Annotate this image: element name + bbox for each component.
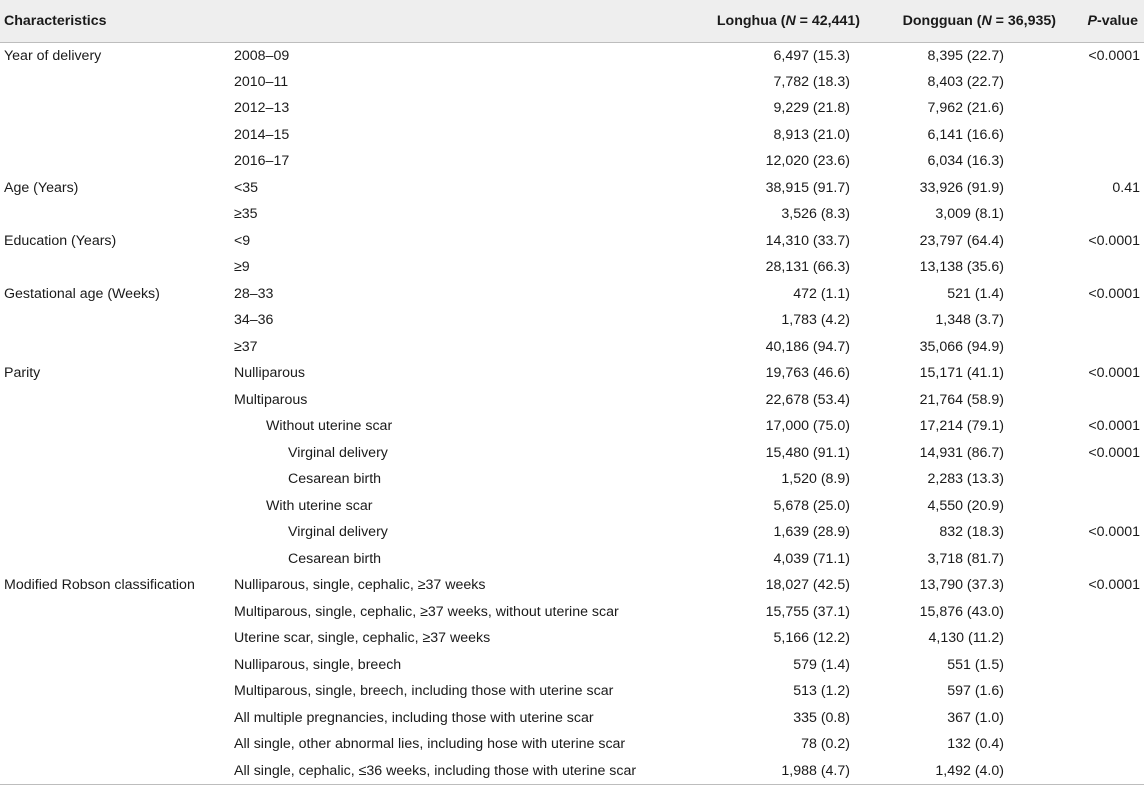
header-row — [0, 0, 1144, 42]
header-pvalue-p: P — [1087, 12, 1097, 29]
row-longhua-value: 14,310 (33.7) — [765, 232, 850, 249]
row-dongguan-value: 17,214 (79.1) — [919, 418, 1004, 435]
row-dongguan-value: 1,492 (4.0) — [864, 758, 1060, 785]
row-dongguan-value: 3,718 (81.7) — [927, 550, 1004, 567]
row-subgroup: Cesarean birth — [288, 471, 382, 488]
row-category — [0, 69, 230, 96]
row-longhua-value: 472 (1.1) — [793, 285, 850, 302]
row-pvalue — [1060, 493, 1144, 520]
row-dongguan-value: 832 (18.3) — [939, 524, 1004, 541]
row-category — [0, 625, 230, 652]
table-row — [0, 705, 1144, 732]
row-category — [0, 652, 230, 679]
row-dongguan-value: 132 (0.4) — [947, 736, 1004, 753]
row-longhua-value: 28,131 (66.3) — [765, 259, 850, 276]
row-pvalue: <0.0001 — [1088, 47, 1140, 64]
header-subgroup — [230, 0, 690, 42]
row-longhua-value: 335 (0.8) — [793, 709, 850, 726]
row-category: Modified Robson classification — [4, 577, 195, 594]
row-category — [0, 705, 230, 732]
row-pvalue — [1060, 334, 1144, 361]
row-longhua-value: 78 (0.2) — [801, 736, 850, 753]
row-pvalue — [1060, 122, 1144, 149]
table-row — [0, 572, 1144, 599]
row-subgroup: Uterine scar, single, cephalic, ≥37 weeks — [234, 630, 491, 647]
table-row — [0, 678, 1144, 705]
row-longhua-value: 513 (1.2) — [793, 683, 850, 700]
row-dongguan-value: 367 (1.0) — [947, 709, 1004, 726]
row-pvalue — [1060, 387, 1144, 414]
table-row — [0, 758, 1144, 785]
row-dongguan-value: 597 (1.6) — [947, 683, 1004, 700]
row-subgroup: 2010–11 — [234, 73, 289, 90]
table-row — [0, 228, 1144, 255]
row-pvalue — [1060, 307, 1144, 334]
row-dongguan-value: 4,550 (20.9) — [927, 497, 1004, 514]
row-subgroup: 2012–13 — [234, 100, 290, 117]
row-dongguan-value: 521 (1.4) — [947, 285, 1004, 302]
row-longhua-value: 1,520 (8.9) — [781, 471, 850, 488]
row-subgroup: 2008–09 — [234, 47, 290, 64]
header-dongguan — [864, 0, 1060, 42]
table-row — [0, 466, 1144, 493]
row-subgroup: 34–36 — [234, 312, 274, 329]
row-category — [0, 95, 230, 122]
row-longhua-value: 4,039 (71.1) — [773, 550, 850, 567]
row-subgroup: 2016–17 — [234, 153, 290, 170]
header-longhua-n: N — [785, 12, 796, 29]
row-category — [0, 731, 230, 758]
row-longhua-value: 1,639 (28.9) — [773, 524, 850, 541]
table-row — [0, 360, 1144, 387]
table-row — [0, 546, 1144, 573]
row-subgroup: All single, cephalic, ≤36 weeks, including those with uterine scar — [230, 758, 690, 785]
table-row — [0, 493, 1144, 520]
row-dongguan-value: 4,130 (11.2) — [928, 630, 1004, 647]
table-row — [0, 519, 1144, 546]
table-row — [0, 201, 1144, 228]
table-row — [0, 69, 1144, 96]
row-longhua-value: 22,678 (53.4) — [765, 391, 850, 408]
table-row — [0, 254, 1144, 281]
row-subgroup: Multiparous, single, breech, including those with uterine scar — [234, 683, 614, 700]
row-pvalue: <0.0001 — [1088, 444, 1140, 461]
row-category: Gestational age (Weeks) — [4, 285, 160, 302]
row-dongguan-value: 3,009 (8.1) — [935, 206, 1004, 223]
row-subgroup: All single, other abnormal lies, including hose with uterine scar — [234, 736, 626, 753]
row-category: Parity — [4, 365, 41, 382]
row-pvalue: <0.0001 — [1088, 577, 1140, 594]
row-pvalue — [1060, 466, 1144, 493]
table-row — [0, 440, 1144, 467]
row-longhua-value: 19,763 (46.6) — [765, 365, 850, 382]
row-subgroup: 28–33 — [234, 285, 274, 302]
row-pvalue — [1060, 254, 1144, 281]
row-dongguan-value: 15,876 (43.0) — [919, 603, 1004, 620]
table-body — [0, 42, 1144, 784]
row-subgroup: Nulliparous, single, cephalic, ≥37 weeks — [234, 577, 486, 594]
row-category — [0, 466, 230, 493]
row-subgroup: <9 — [234, 232, 251, 249]
table-row — [0, 122, 1144, 149]
row-pvalue — [1060, 625, 1144, 652]
row-category — [0, 254, 230, 281]
row-pvalue: <0.0001 — [1088, 524, 1140, 541]
table-row — [0, 148, 1144, 175]
table-row — [0, 387, 1144, 414]
row-pvalue: 0.41 — [1112, 179, 1140, 196]
row-category — [0, 201, 230, 228]
header-dongguan-n: N — [981, 12, 992, 29]
row-subgroup: Multiparous, single, cephalic, ≥37 weeks, without uterine scar — [234, 603, 619, 620]
row-pvalue — [1060, 678, 1144, 705]
header-characteristics: Characteristics — [0, 0, 230, 42]
table-row — [0, 652, 1144, 679]
row-longhua-value: 1,988 (4.7) — [690, 758, 864, 785]
header-dongguan-suffix: = 36,935) — [991, 12, 1056, 29]
row-subgroup: <35 — [234, 179, 259, 196]
row-pvalue — [1060, 546, 1144, 573]
row-category: Age (Years) — [4, 179, 79, 196]
row-subgroup: Cesarean birth — [288, 550, 382, 567]
row-pvalue: <0.0001 — [1088, 285, 1140, 302]
table-row — [0, 42, 1144, 69]
row-longhua-value: 18,027 (42.5) — [765, 577, 850, 594]
row-subgroup: ≥9 — [234, 259, 250, 276]
row-pvalue — [1060, 69, 1144, 96]
row-dongguan-value: 13,790 (37.3) — [919, 577, 1004, 594]
row-longhua-value: 40,186 (94.7) — [765, 338, 850, 355]
row-longhua-value: 17,000 (75.0) — [765, 418, 850, 435]
row-subgroup: With uterine scar — [266, 497, 373, 514]
row-category — [0, 148, 230, 175]
row-dongguan-value: 2,283 (13.3) — [927, 471, 1004, 488]
row-subgroup: All multiple pregnancies, including those with uterine scar — [234, 709, 594, 726]
row-category — [0, 678, 230, 705]
row-pvalue: <0.0001 — [1088, 232, 1140, 249]
row-pvalue: <0.0001 — [1088, 365, 1140, 382]
row-category — [0, 387, 230, 414]
row-subgroup: 2014–15 — [234, 126, 290, 143]
table-row — [0, 175, 1144, 202]
row-longhua-value: 9,229 (21.8) — [773, 100, 850, 117]
table-row — [0, 334, 1144, 361]
row-longhua-value: 1,783 (4.2) — [781, 312, 850, 329]
row-category — [0, 307, 230, 334]
header-longhua-prefix: Longhua ( — [716, 12, 786, 29]
row-dongguan-value: 35,066 (94.9) — [919, 338, 1004, 355]
row-pvalue — [1060, 731, 1144, 758]
row-category — [0, 413, 230, 440]
row-category — [0, 334, 230, 361]
header-pvalue — [1060, 0, 1144, 42]
row-dongguan-value: 6,141 (16.6) — [927, 126, 1004, 143]
row-dongguan-value: 33,926 (91.9) — [919, 179, 1004, 196]
row-longhua-value: 12,020 (23.6) — [765, 153, 850, 170]
row-pvalue: <0.0001 — [1088, 418, 1140, 435]
row-dongguan-value: 14,931 (86.7) — [919, 444, 1004, 461]
header-pvalue-rest: -value — [1096, 12, 1138, 29]
row-longhua-value: 15,755 (37.1) — [765, 603, 850, 620]
row-subgroup: Nulliparous — [234, 365, 305, 382]
row-pvalue — [1060, 201, 1144, 228]
row-longhua-value: 8,913 (21.0) — [773, 126, 850, 143]
row-subgroup: ≥35 — [234, 206, 258, 223]
row-dongguan-value: 21,764 (58.9) — [919, 391, 1004, 408]
table-header — [0, 0, 1144, 42]
row-longhua-value: 3,526 (8.3) — [781, 206, 850, 223]
row-longhua-value: 6,497 (15.3) — [773, 47, 850, 64]
row-category — [0, 758, 230, 785]
row-pvalue — [1060, 599, 1144, 626]
row-category — [0, 599, 230, 626]
row-dongguan-value: 8,403 (22.7) — [927, 73, 1004, 90]
row-category — [0, 122, 230, 149]
row-dongguan-value: 7,962 (21.6) — [927, 100, 1004, 117]
header-longhua-suffix: = 42,441) — [795, 12, 860, 29]
row-pvalue — [1060, 652, 1144, 679]
header-dongguan-prefix: Dongguan ( — [902, 12, 982, 29]
row-subgroup: Virginal delivery — [288, 444, 388, 461]
row-longhua-value: 15,480 (91.1) — [765, 444, 850, 461]
row-subgroup: Nulliparous, single, breech — [234, 656, 402, 673]
header-longhua — [690, 0, 864, 42]
row-subgroup: Without uterine scar — [266, 418, 393, 435]
row-category — [0, 493, 230, 520]
row-dongguan-value: 551 (1.5) — [947, 656, 1004, 673]
table-row — [0, 281, 1144, 308]
row-subgroup: Multiparous — [234, 391, 308, 408]
table-row — [0, 95, 1144, 122]
row-dongguan-value: 13,138 (35.6) — [919, 259, 1004, 276]
row-dongguan-value: 1,348 (3.7) — [935, 312, 1004, 329]
row-longhua-value: 38,915 (91.7) — [765, 179, 850, 196]
row-dongguan-value: 15,171 (41.1) — [919, 365, 1004, 382]
row-category — [0, 519, 230, 546]
table-row — [0, 413, 1144, 440]
row-subgroup: Virginal delivery — [288, 524, 388, 541]
row-dongguan-value: 6,034 (16.3) — [927, 153, 1004, 170]
row-subgroup: ≥37 — [234, 338, 258, 355]
row-longhua-value: 579 (1.4) — [793, 656, 850, 673]
row-longhua-value: 5,678 (25.0) — [773, 497, 850, 514]
row-category: Year of delivery — [4, 47, 102, 64]
row-dongguan-value: 8,395 (22.7) — [927, 47, 1004, 64]
table-row — [0, 625, 1144, 652]
row-longhua-value: 5,166 (12.2) — [773, 630, 850, 647]
row-pvalue — [1060, 705, 1144, 732]
table-row — [0, 307, 1144, 334]
row-category — [0, 440, 230, 467]
row-pvalue — [1060, 758, 1144, 785]
row-category: Education (Years) — [4, 232, 117, 249]
table-row — [0, 731, 1144, 758]
row-pvalue — [1060, 148, 1144, 175]
row-longhua-value: 7,782 (18.3) — [773, 73, 850, 90]
row-pvalue — [1060, 95, 1144, 122]
table-row — [0, 599, 1144, 626]
row-dongguan-value: 23,797 (64.4) — [919, 232, 1004, 249]
row-category — [0, 546, 230, 573]
